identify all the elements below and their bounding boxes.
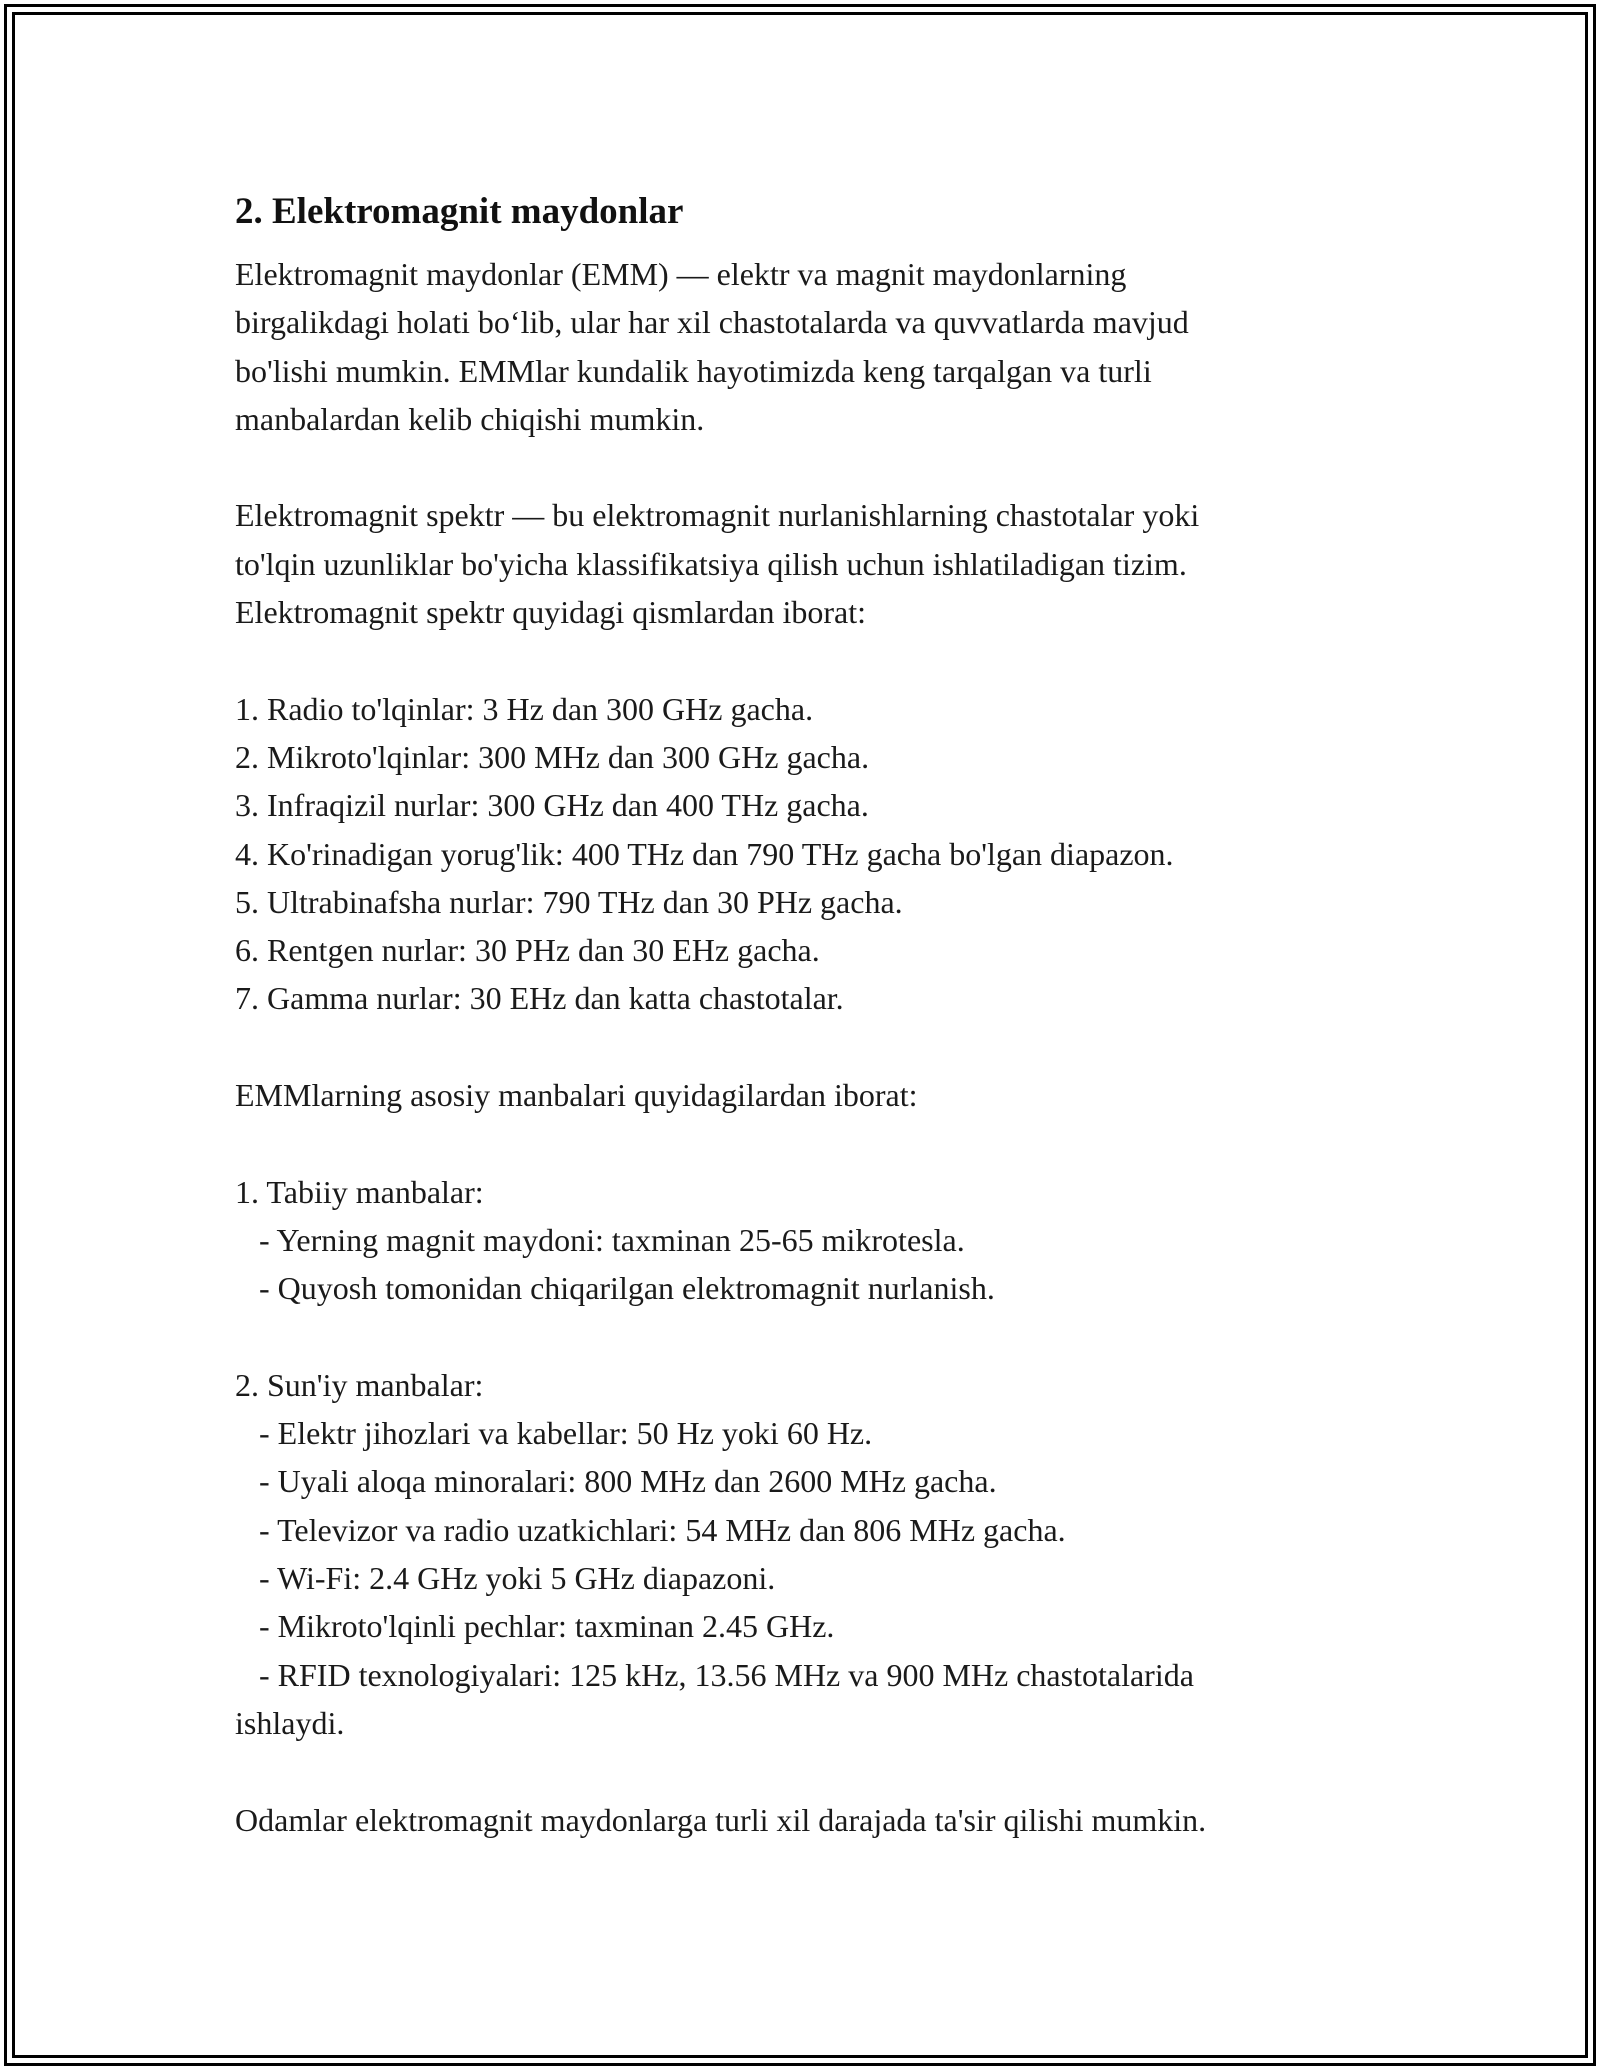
list-item: ishlaydi.	[235, 1704, 345, 1741]
conclusion-paragraph: Odamlar elektromagnit maydonlarga turli xil darajada ta'sir qilishi mumkin.	[235, 1801, 1207, 1838]
natural-sources	[235, 1168, 1395, 1313]
list-item: - Televizor va radio uzatkichlari: 54 MHz dan 806 MHz gacha.	[235, 1511, 1066, 1548]
spectrum-list	[235, 685, 1395, 1023]
list-item: - RFID texnologiyalari: 125 kHz, 13.56 MHz va 900 MHz chastotalarida	[235, 1656, 1194, 1693]
artificial-sources	[235, 1361, 1395, 1747]
spectrum-intro-line: Elektromagnit spektr — bu elektromagnit nurlanishlarning chastotalar yoki	[235, 497, 1200, 534]
list-item: 2. Mikroto'lqinlar: 300 MHz dan 300 GHz gacha.	[235, 738, 870, 775]
paragraph-gap	[235, 1119, 1395, 1167]
list-item: - Elektr jihozlari va kabellar: 50 Hz yoki 60 Hz.	[235, 1415, 873, 1452]
list-item: - Wi-Fi: 2.4 GHz yoki 5 GHz diapazoni.	[235, 1560, 776, 1597]
spectrum-intro-line: Elektromagnit spektr quyidagi qismlardan iborat:	[235, 594, 866, 631]
paragraph-gap	[235, 636, 1395, 684]
intro-line: birgalikdagi holati bo‘lib, ular har xil chastotalarda va quvvatlarda mavjud	[235, 304, 1189, 341]
list-item: - Uyali aloqa minoralari: 800 MHz dan 2600 MHz gacha.	[235, 1463, 997, 1500]
list-item: 4. Ko'rinadigan yorug'lik: 400 THz dan 790 THz gacha bo'lgan diapazon.	[235, 835, 1174, 872]
list-item: - Quyosh tomonidan chiqarilgan elektromagnit nurlanish.	[235, 1270, 995, 1307]
paragraph-gap	[235, 1313, 1395, 1361]
list-item: 7. Gamma nurlar: 30 EHz dan katta chastotalar.	[235, 980, 844, 1017]
paragraph-gap	[235, 1023, 1395, 1071]
section-heading: 2. Elektromagnit maydonlar	[235, 191, 684, 232]
natural-sources-title: 1. Tabiiy manbalar:	[235, 1173, 484, 1210]
document-body	[235, 188, 1395, 1844]
list-item: 3. Infraqizil nurlar: 300 GHz dan 400 THz gacha.	[235, 787, 869, 824]
list-item: - Mikroto'lqinli pechlar: taxminan 2.45 GHz.	[235, 1608, 835, 1645]
intro-paragraph	[235, 250, 1395, 443]
intro-line: Elektromagnit maydonlar (EMM) — elektr va magnit maydonlarning	[235, 256, 1127, 292]
spectrum-intro-line: to'lqin uzunliklar bo'yicha klassifikatsiya qilish uchun ishlatiladigan tizim.	[235, 545, 1187, 582]
sources-intro: EMMlarning asosiy manbalari quyidagilardan iborat:	[235, 1077, 918, 1114]
list-item: 5. Ultrabinafsha nurlar: 790 THz dan 30 PHz gacha.	[235, 883, 903, 920]
intro-line: manbalardan kelib chiqishi mumkin.	[235, 400, 705, 437]
list-item: 1. Radio to'lqinlar: 3 Hz dan 300 GHz gacha.	[235, 690, 814, 727]
spectrum-intro-paragraph	[235, 491, 1395, 636]
list-item: - Yerning magnit maydoni: taxminan 25-65 mikrotesla.	[235, 1221, 965, 1258]
paragraph-gap	[235, 1747, 1395, 1795]
intro-line: bo'lishi mumkin. EMMlar kundalik hayotimizda keng tarqalgan va turli	[235, 352, 1152, 389]
artificial-sources-title: 2. Sun'iy manbalar:	[235, 1366, 484, 1403]
list-item: 6. Rentgen nurlar: 30 PHz dan 30 EHz gacha.	[235, 932, 820, 969]
paragraph-gap	[235, 443, 1395, 491]
